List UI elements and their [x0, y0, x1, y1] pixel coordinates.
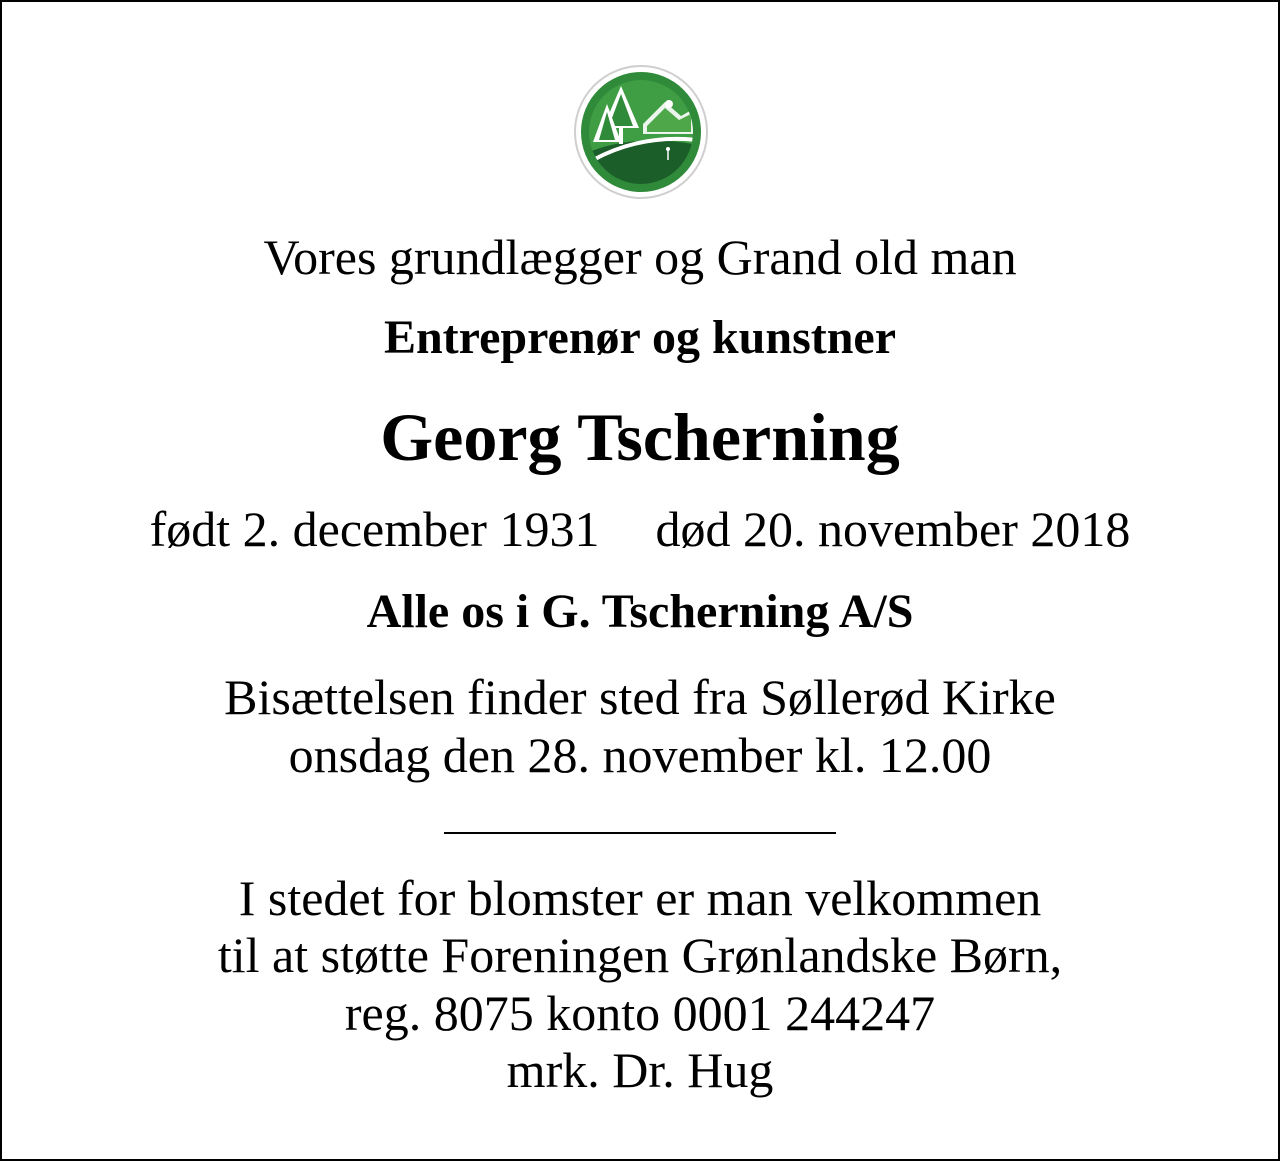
donation-line: til at støtte Foreningen Grønlandske Børn,: [217, 927, 1063, 983]
funeral-time: onsdag den 28. november kl. 12.00: [288, 727, 992, 783]
life-dates: [0, 501, 1280, 557]
donation-line: I stedet for blomster er man velkommen: [238, 870, 1042, 926]
divider-line: [444, 832, 836, 834]
deceased-name: Georg Tscherning: [380, 399, 900, 475]
death-date: død 20. november 2018: [655, 501, 1131, 557]
deceased-title: Entreprenør og kunstner: [383, 311, 897, 364]
intro-text: Vores grundlægger og Grand old man: [263, 229, 1017, 285]
sender-text: Alle os i G. Tscherning A/S: [366, 585, 914, 638]
birth-date: født 2. december 1931: [149, 501, 600, 557]
donation-line: reg. 8075 konto 0001 244247: [344, 985, 936, 1041]
donation-line: mrk. Dr. Hug: [506, 1042, 774, 1098]
golf-club-emblem-icon: [573, 64, 709, 200]
funeral-location: Bisættelsen finder sted fra Søllerød Kirke: [224, 669, 1056, 725]
